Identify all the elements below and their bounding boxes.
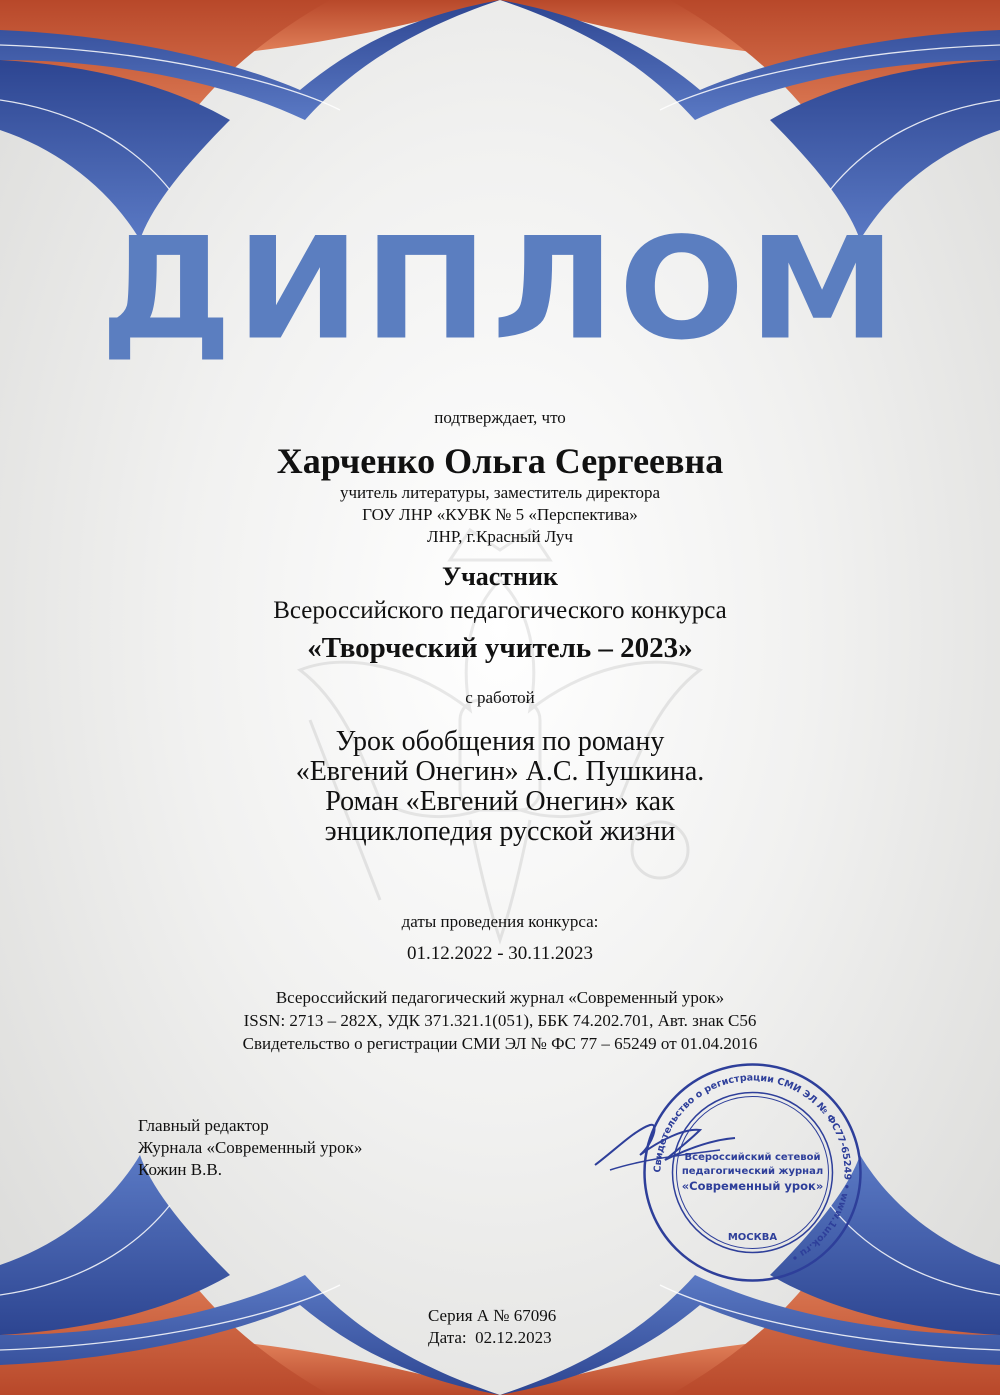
work-title-line: Урок обобщения по роману bbox=[335, 726, 665, 757]
contest-description: Всероссийского педагогического конкурса bbox=[273, 597, 727, 624]
confirms-text: подтверждает, что bbox=[434, 408, 566, 427]
award-role: Участник bbox=[442, 562, 558, 591]
stamp-outer-text: Свидетельство о регистрации СМИ ЭЛ № ФС77-65249 • www.1urok.ru • bbox=[652, 1072, 853, 1264]
recipient-organization: ГОУ ЛНР «КУВК № 5 «Перспектива» bbox=[362, 505, 638, 524]
work-title-line: «Евгений Онегин» А.С. Пушкина. bbox=[295, 756, 705, 787]
dates-value: 01.12.2022 - 30.11.2023 bbox=[406, 943, 594, 964]
editor-block bbox=[138, 1115, 362, 1181]
stamp-line: Всероссийский сетевой bbox=[684, 1152, 821, 1163]
work-title-line: энциклопедия русской жизни bbox=[324, 816, 676, 847]
journal-line: ISSN: 2713 – 282X, УДК 371.321.1(051), ББК 74.202.701, Авт. знак С56 bbox=[243, 1011, 757, 1030]
editor-title: Главный редактор bbox=[138, 1116, 269, 1135]
contest-name: «Творческий учитель – 2023» bbox=[307, 632, 693, 664]
editor-name: Кожин В.В. bbox=[138, 1160, 222, 1179]
work-title bbox=[0, 727, 1000, 847]
with-work-label: с работой bbox=[465, 688, 535, 707]
journal-line: Свидетельство о регистрации СМИ ЭЛ № ФС 77 – 65249 от 01.04.2016 bbox=[242, 1034, 758, 1053]
recipient-name: Харченко Ольга Сергеевна bbox=[276, 441, 724, 481]
series-block bbox=[428, 1305, 556, 1349]
recipient-location: ЛНР, г.Красный Луч bbox=[427, 527, 573, 546]
stamp-line: «Современный урок» bbox=[681, 1179, 824, 1193]
stamp-city: МОСКВА bbox=[727, 1232, 778, 1243]
editor-signature bbox=[590, 1110, 740, 1180]
stamp-line: педагогический журнал bbox=[681, 1166, 824, 1177]
dates-label: даты проведения конкурса: bbox=[401, 912, 599, 931]
diploma-title: ДИПЛОМ bbox=[100, 207, 900, 371]
top-ribbon-decoration bbox=[0, 0, 1000, 240]
series-number: Серия А № 67096 bbox=[428, 1306, 557, 1325]
editor-journal: Журнала «Современный урок» bbox=[138, 1138, 363, 1157]
recipient-position: учитель литературы, заместитель директора bbox=[340, 483, 660, 502]
journal-line: Всероссийский педагогический журнал «Современный урок» bbox=[275, 988, 725, 1007]
issue-date: Дата: 02.12.2023 bbox=[428, 1328, 552, 1347]
work-title-line: Роман «Евгений Онегин» как bbox=[325, 786, 675, 817]
